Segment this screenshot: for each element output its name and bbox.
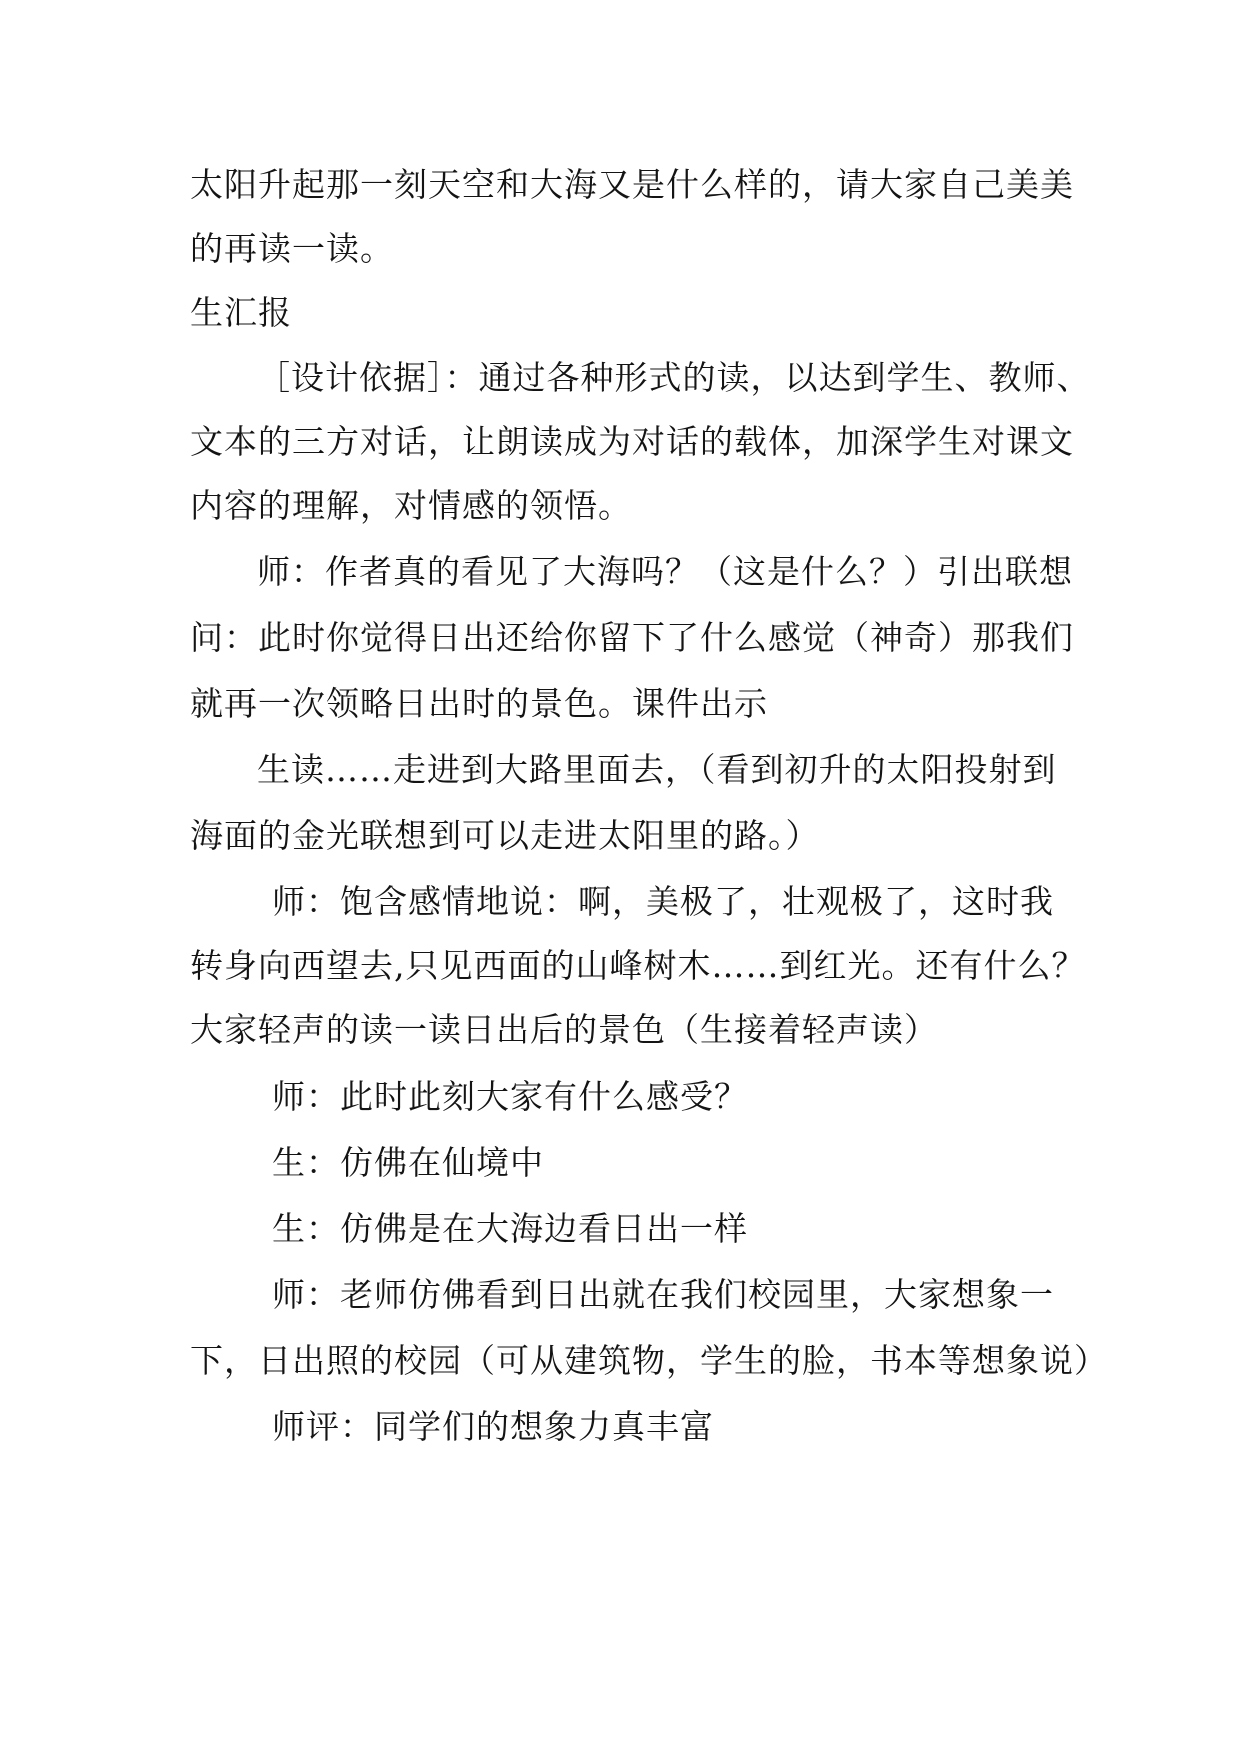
text-line: 的再读一读。	[190, 229, 394, 268]
text-line: 生：仿佛是在大海边看日出一样	[272, 1209, 748, 1248]
text-line: 生读……走进到大路里面去，（看到初升的太阳投射到	[257, 750, 1057, 789]
text-line: 师：作者真的看见了大海吗？（这是什么？）引出联想	[257, 552, 1073, 591]
text-line: 问：此时你觉得日出还给你留下了什么感觉（神奇）那我们	[190, 618, 1074, 657]
text-line: 生：仿佛在仙境中	[272, 1143, 544, 1182]
text-line: 内容的理解，对情感的领悟。	[190, 486, 632, 525]
text-line: 生汇报	[190, 293, 292, 332]
text-line: 就再一次领略日出时的景色。课件出示	[190, 684, 768, 723]
text-line: 太阳升起那一刻天空和大海又是什么样的，请大家自己美美	[190, 165, 1074, 204]
text-line: 师：饱含感情地说：啊，美极了，壮观极了，这时我	[272, 882, 1054, 921]
text-line: 文本的三方对话，让朗读成为对话的载体，加深学生对课文	[190, 422, 1074, 461]
text-line: 下，日出照的校园（可从建筑物，学生的脸，书本等想象说）	[190, 1341, 1108, 1380]
text-line: 海面的金光联想到可以走进太阳里的路。）	[190, 816, 820, 855]
text-line: 师：老师仿佛看到日出就在我们校园里，大家想象一	[272, 1275, 1054, 1314]
text-line: 转身向西望去,只见西面的山峰树木……到红光。还有什么？	[190, 946, 1086, 985]
text-line: 师评：同学们的想象力真丰富	[272, 1407, 714, 1446]
text-line: 大家轻声的读一读日出后的景色（生接着轻声读）	[190, 1010, 938, 1049]
text-line: ［设计依据］：通过各种形式的读，以达到学生、教师、	[257, 358, 1091, 397]
text-line: 师：此时此刻大家有什么感受？	[272, 1077, 748, 1116]
